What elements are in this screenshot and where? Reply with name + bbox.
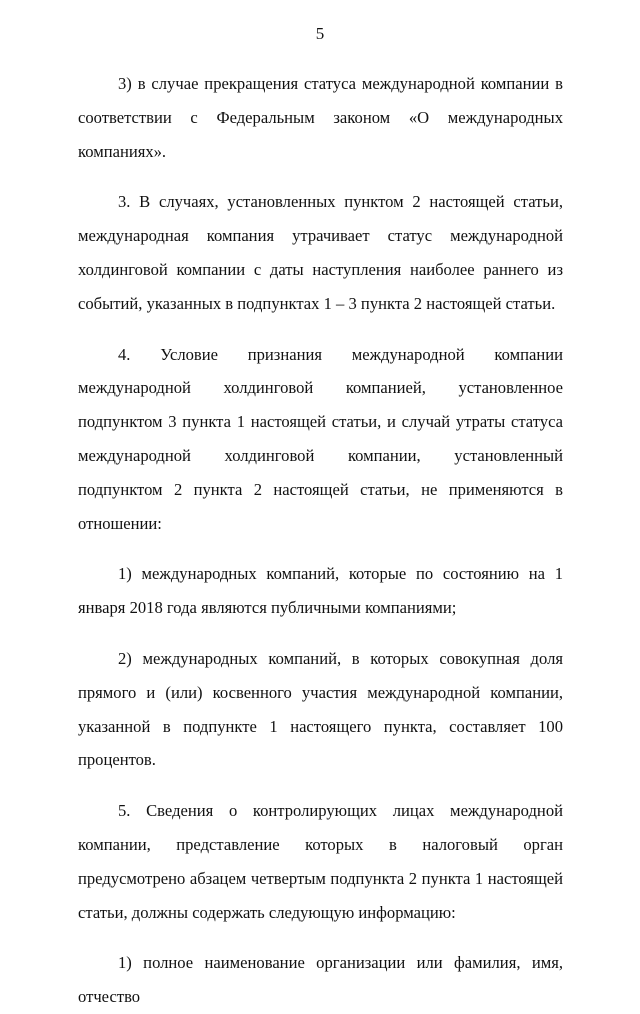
paragraph-clause-3: 3. В случаях, установленных пунктом 2 настоящей статьи, международная компания утрачивает статус международной холдинговой компании с даты наступления наиболее раннего из событий, указанных в подпунктах 1 – 3 пункта 2 настоящей статьи. bbox=[78, 192, 563, 313]
paragraph-clause-4-subitem-1: 1) международных компаний, которые по состоянию на 1 января 2018 года являются публичными компаниями; bbox=[78, 564, 563, 618]
page-number: 5 bbox=[315, 24, 325, 43]
paragraph-clause-4: 4. Условие признания международной компании международной холдинговой компанией, установленное подпунктом 3 пункта 1 настоящей статьи, и случай утраты статуса международной холдинговой компании, установленный подпунктом 2 пункта 2 настоящей статьи, не применяются в отношении: bbox=[78, 344, 563, 533]
paragraph-clause-5-subitem-1: 1) полное наименование организации или фамилия, имя, отчество bbox=[78, 953, 563, 1007]
paragraph-clause-5: 5. Сведения о контролирующих лицах международной компании, представление которых в налоговый орган предусмотрено абзацем четвертым подпункта 2 пункта 1 настоящей статьи, должны содержать следующую информацию: bbox=[78, 801, 563, 922]
paragraph-clause-4-subitem-2: 2) международных компаний, в которых совокупная доля прямого и (или) косвенного участия международной компании, указанной в подпункте 1 настоящего пункта, составляет 100 процентов. bbox=[78, 648, 563, 770]
document-body bbox=[78, 67, 563, 1014]
paragraph-3-subitem-3: 3) в случае прекращения статуса международной компании в соответствии с Федеральным законом «О международных компаниях». bbox=[78, 74, 563, 161]
